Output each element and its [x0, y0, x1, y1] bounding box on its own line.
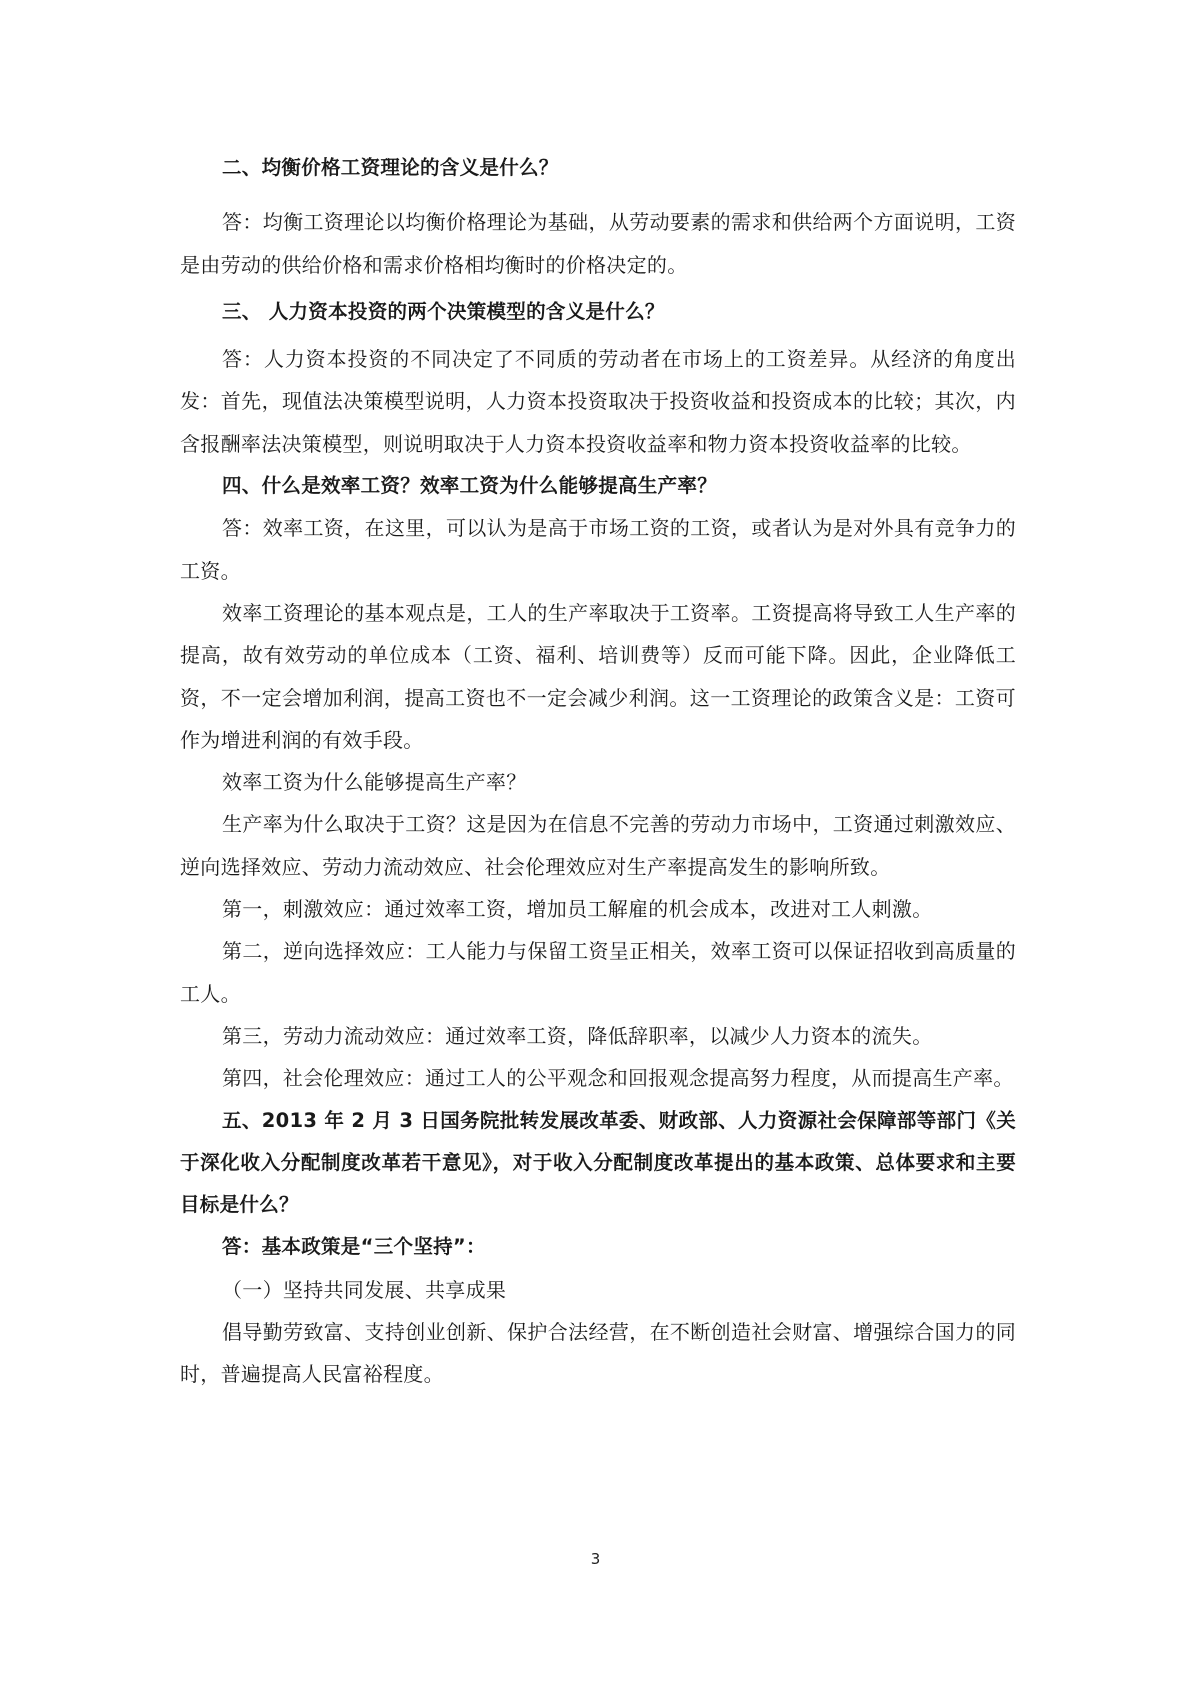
question-2-heading: 二、均衡价格工资理论的含义是什么？ — [222, 156, 559, 179]
efficiency-wage-question-line: 效率工资为什么能够提高生产率？ — [222, 770, 527, 795]
answer-4-paragraph: 答：效率工资，在这里，可以认为是高于市场工资的工资，或者认为是对外具有竞争力的工资。 — [180, 516, 1016, 583]
answer-2-paragraph: 答：均衡工资理论以均衡价格理论为基础，从劳动要素的需求和供给两个方面说明，工资是由劳动的供给价格和需求价格相均衡时的价格决定的。 — [180, 210, 1016, 277]
effect-1-paragraph: 第一，刺激效应：通过效率工资，增加员工解雇的机会成本，改进对工人刺激。 — [222, 897, 933, 922]
effect-3-paragraph: 第三，劳动力流动效应：通过效率工资，降低辞职率，以减少人力资本的流失。 — [222, 1023, 933, 1048]
page-content — [180, 147, 1016, 1396]
answer-5-intro: 答：基本政策是“三个坚持”： — [222, 1235, 486, 1259]
policy-1-paragraph: 倡导勤劳致富、支持创业创新、保护合法经营，在不断创造社会财富、增强综合国力的同时，普遍提高人民富裕程度。 — [180, 1320, 1016, 1387]
effect-4-paragraph: 第四，社会伦理效应：通过工人的公平观念和回报观念提高努力程度，从而提高生产率。 — [222, 1066, 1014, 1091]
question-5-heading: 五、2013 年 2 月 3 日国务院批转发展改革委、财政部、人力资源社会保障部等部门《关于深化收入分配制度改革若干意见》，对于收入分配制度改革提出的基本政策、总体要求和主要目标是什么？ — [180, 1108, 1016, 1217]
question-4-heading: 四、什么是效率工资？效率工资为什么能够提高生产率？ — [222, 474, 718, 498]
question-3-heading: 三、 人力资本投资的两个决策模型的含义是什么？ — [222, 299, 665, 323]
answer-3-paragraph: 答：人力资本投资的不同决定了不同质的劳动者在市场上的工资差异。从经济的角度出发：首先，现值法决策模型说明，人力资本投资取决于投资收益和投资成本的比较；其次，内含报酬率法决策模型，则说明取决于人力资本投资收益率和物力资本投资收益率的比较。 — [180, 347, 1016, 456]
efficiency-wage-theory-paragraph: 效率工资理论的基本观点是，工人的生产率取决于工资率。工资提高将导致工人生产率的提高，故有效劳动的单位成本（工资、福利、培训费等）反而可能下降。因此，企业降低工资，不一定会增加利润，提高工资也不一定会减少利润。这一工资理论的政策含义是：工资可作为增进利润的有效手段。 — [180, 600, 1016, 752]
policy-1-heading: （一）坚持共同发展、共享成果 — [222, 1277, 507, 1302]
effect-2-paragraph: 第二，逆向选择效应：工人能力与保留工资呈正相关，效率工资可以保证招收到高质量的工人。 — [180, 939, 1016, 1006]
productivity-explanation-paragraph: 生产率为什么取决于工资？这是因为在信息不完善的劳动力市场中，工资通过刺激效应、逆向选择效应、劳动力流动效应、社会伦理效应对生产率提高发生的影响所致。 — [180, 812, 1016, 879]
page-number: 3 — [590, 1550, 601, 1568]
